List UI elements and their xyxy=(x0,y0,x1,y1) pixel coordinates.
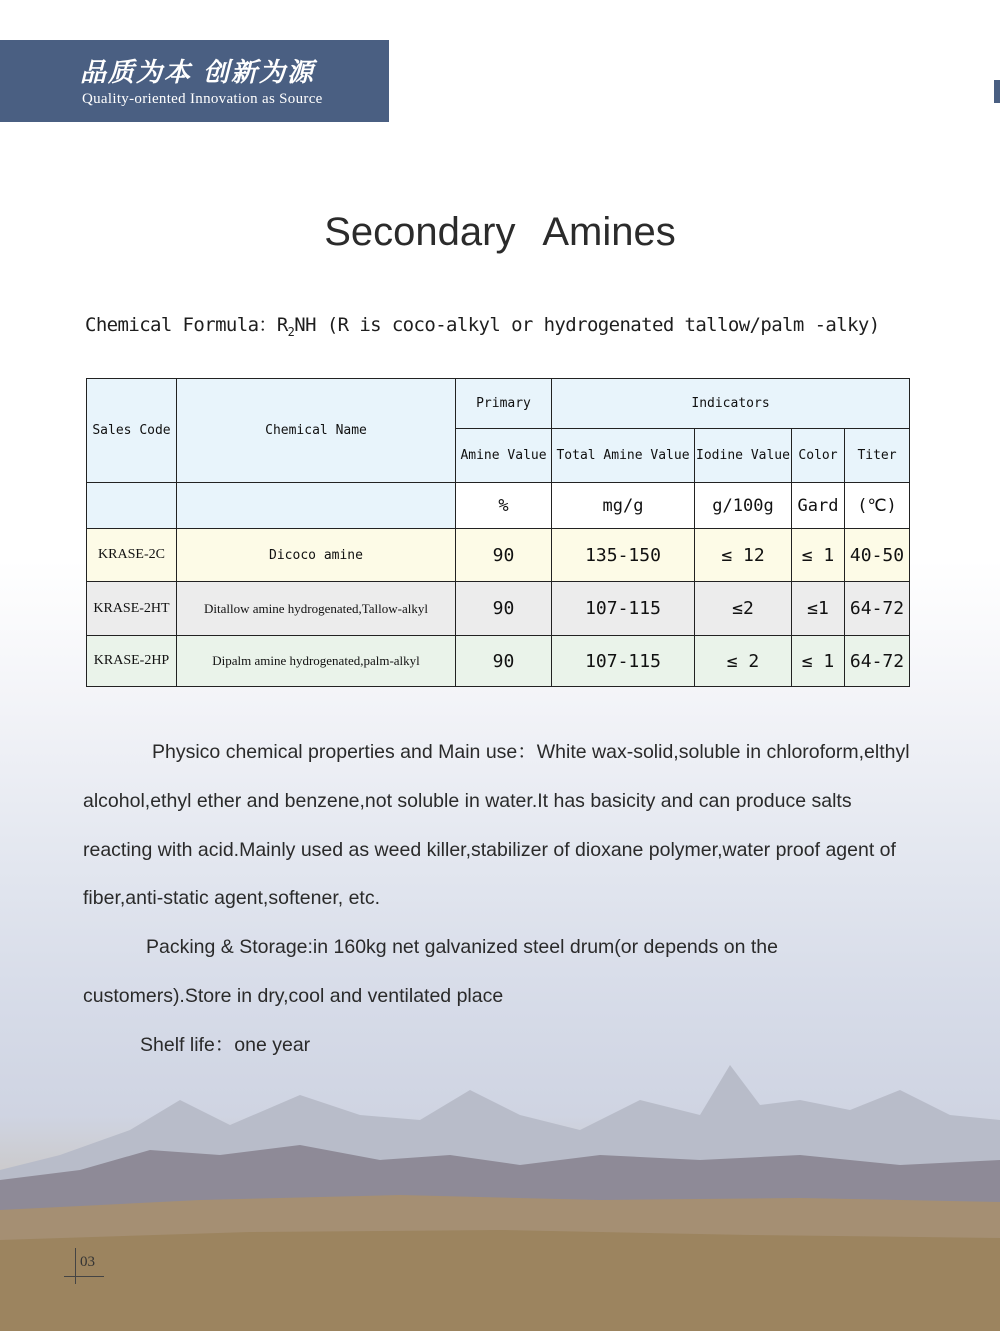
header-primary: Primary xyxy=(456,379,552,429)
cell-chemical-name: Dipalm amine hydrogenated,palm-alkyl xyxy=(177,636,456,687)
spec-table xyxy=(86,378,910,687)
shelf-life-paragraph: Shelf life：one year xyxy=(140,1033,311,1056)
header-color: Color xyxy=(792,429,845,483)
formula-subscript: 2 xyxy=(287,324,295,339)
page-mark-horizontal xyxy=(64,1276,104,1277)
header-chemical-name: Chemical Name xyxy=(177,379,456,483)
cell-total-amine-value: 107-115 xyxy=(552,582,695,636)
page-mark-vertical xyxy=(75,1248,76,1284)
header-english-slogan: Quality-oriented Innovation as Source xyxy=(82,91,323,107)
cell-chemical-name: Ditallow amine hydrogenated,Tallow-alkyl xyxy=(177,582,456,636)
header-indicators: Indicators xyxy=(552,379,910,429)
header-amine-value: Amine Value xyxy=(456,429,552,483)
formula-prefix: Chemical Formula：R xyxy=(85,314,288,336)
properties-paragraph: Physico chemical properties and Main use：White wax-solid,soluble in chloroform,elthyl alcohol,ethyl ether and benzene,not soluble in water.It has basicity and can produce salts reacting with acid.Mainly used as weed killer,stabilizer of dioxane polymer,water proof agent of fiber,anti-static agent,softener, etc. xyxy=(83,741,910,910)
cell-titer: 64-72 xyxy=(845,636,910,687)
header-iodine-value: Iodine Value xyxy=(695,429,792,483)
cell-sales-code: KRASE-2C xyxy=(87,529,177,582)
unit-total-amine-value: mg/g xyxy=(552,483,695,529)
cell-iodine-value: ≤ 2 xyxy=(695,636,792,687)
table-row xyxy=(87,529,910,582)
formula-suffix: NH (R is coco-alkyl or hydrogenated tallow/palm -alky) xyxy=(294,314,880,336)
cell-sales-code: KRASE-2HP xyxy=(87,636,177,687)
cell-iodine-value: ≤2 xyxy=(695,582,792,636)
unit-spacer xyxy=(177,483,456,529)
cell-color: ≤ 1 xyxy=(792,529,845,582)
cell-titer: 40-50 xyxy=(845,529,910,582)
cell-amine-value: 90 xyxy=(456,529,552,582)
side-tab-marker xyxy=(994,80,1000,103)
cell-color: ≤ 1 xyxy=(792,636,845,687)
header-sales-code: Sales Code xyxy=(87,379,177,483)
cell-iodine-value: ≤ 12 xyxy=(695,529,792,582)
page-title: Secondary Amines xyxy=(324,210,676,254)
unit-titer: (℃) xyxy=(845,483,910,529)
packing-paragraph: Packing & Storage:in 160kg net galvanized steel drum(or depends on the customers).Store in dry,cool and ventilated place xyxy=(83,936,778,1007)
cell-sales-code: KRASE-2HT xyxy=(87,582,177,636)
chemical-formula xyxy=(85,310,880,339)
cell-total-amine-value: 107-115 xyxy=(552,636,695,687)
cell-chemical-name: Dicoco amine xyxy=(177,529,456,582)
unit-iodine-value: g/100g xyxy=(695,483,792,529)
body-text xyxy=(83,728,913,1070)
cell-color: ≤1 xyxy=(792,582,845,636)
cell-amine-value: 90 xyxy=(456,636,552,687)
cell-titer: 64-72 xyxy=(845,582,910,636)
unit-spacer xyxy=(87,483,177,529)
cell-total-amine-value: 135-150 xyxy=(552,529,695,582)
header-chinese-slogan: 品质为本 创新为源 xyxy=(80,58,316,88)
header-total-amine-value: Total Amine Value xyxy=(552,429,695,483)
unit-amine-value: % xyxy=(456,483,552,529)
background-mountains xyxy=(0,1060,1000,1331)
table-row xyxy=(87,636,910,687)
page-number: 03 xyxy=(80,1254,95,1270)
unit-color: Gard xyxy=(792,483,845,529)
table-row xyxy=(87,582,910,636)
cell-amine-value: 90 xyxy=(456,582,552,636)
header-titer: Titer xyxy=(845,429,910,483)
